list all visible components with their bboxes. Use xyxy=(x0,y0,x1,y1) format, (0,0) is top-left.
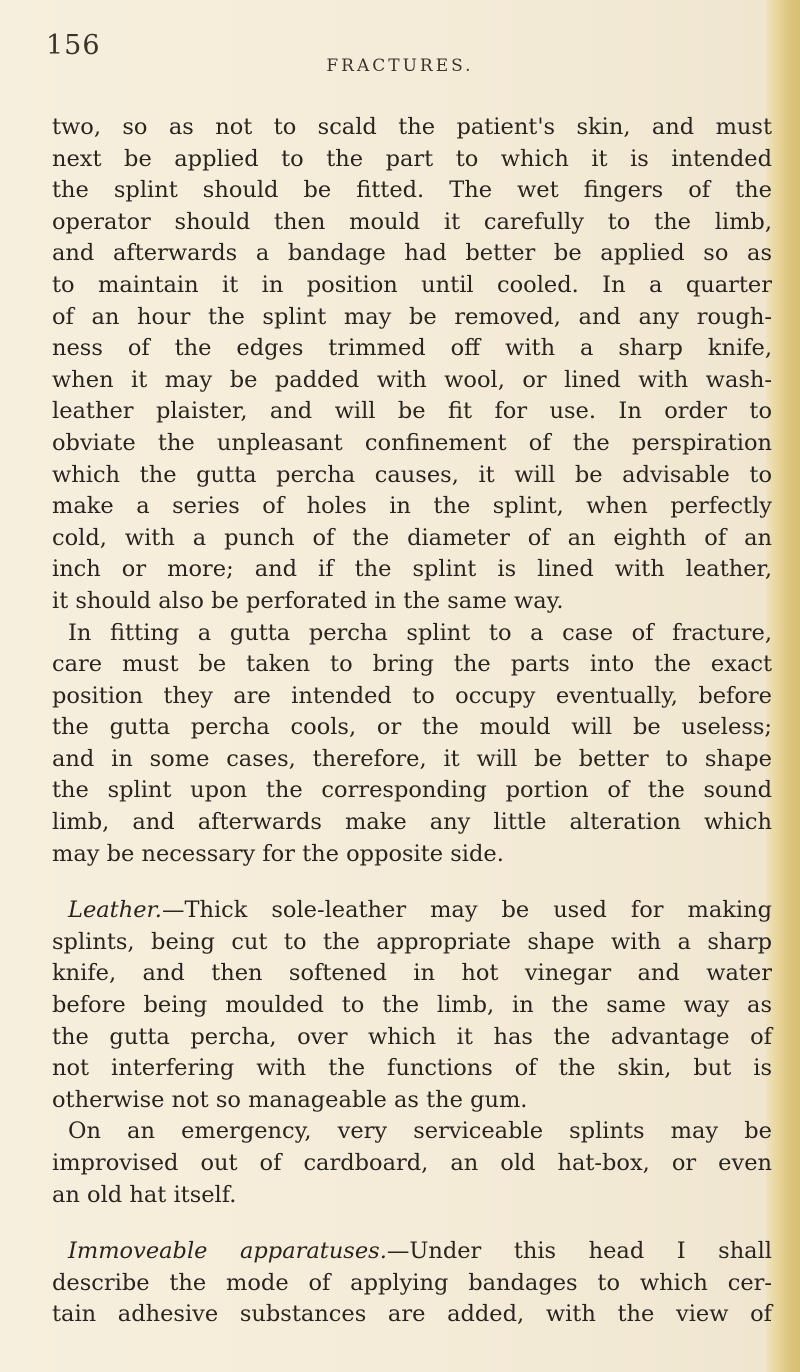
text-line: leather plaister, and will be fit for use. In order to xyxy=(52,398,772,425)
text-line: cold, with a punch of the diameter of an eighth of an xyxy=(52,524,772,551)
text-line: In fitting a gutta percha splint to a case of fracture, xyxy=(68,619,772,646)
text-line: which the gutta percha causes, it will be advisable to xyxy=(52,461,772,488)
section-lead: Immoveable apparatuses. xyxy=(68,1238,387,1265)
text-line: obviate the unpleasant confinement of the perspiration xyxy=(52,429,772,456)
text-line: care must be taken to bring the parts into the exact xyxy=(52,651,772,678)
paragraph xyxy=(52,1236,772,1331)
text-line: next be applied to the part to which it is intended xyxy=(52,145,772,172)
text-line: On an emergency, very serviceable splints may be xyxy=(68,1118,772,1145)
running-title: FRACTURES. xyxy=(326,56,474,76)
text-line: knife, and then softened in hot vinegar and water xyxy=(52,960,772,987)
text-run: —Under this head I shall xyxy=(386,1238,772,1265)
text-line: before being moulded to the limb, in the same way as xyxy=(52,992,772,1019)
text-line: two, so as not to scald the patient's skin, and must xyxy=(52,114,772,140)
text-line: an old hat itself. xyxy=(52,1181,237,1208)
text-line: the splint should be fitted. The wet fingers of the xyxy=(52,177,772,204)
text-line: ness of the edges trimmed off with a sharp knife, xyxy=(52,335,772,362)
text-line: inch or more; and if the splint is lined with leather, xyxy=(52,556,772,583)
text-line xyxy=(52,1236,772,1268)
text-line: the gutta percha, over which it has the advantage of xyxy=(52,1023,772,1050)
text-line: may be necessary for the opposite side. xyxy=(52,840,504,867)
text-line: tain adhesive substances are added, with the view of xyxy=(52,1301,772,1328)
page-number: 156 xyxy=(46,30,101,61)
text-line xyxy=(52,895,772,927)
paragraph xyxy=(52,1116,772,1211)
text-line: of an hour the splint may be removed, and any rough- xyxy=(52,303,772,330)
text-line: when it may be padded with wool, or lined with wash- xyxy=(52,366,772,393)
text-line: describe the mode of applying bandages to which cer- xyxy=(52,1269,772,1296)
text-line: splints, being cut to the appropriate shape with a sharp xyxy=(52,928,772,955)
text-run: —Thick sole-leather may be used for making xyxy=(161,897,772,924)
text-line: the splint upon the corresponding portion of the sound xyxy=(52,777,772,804)
paragraph-gap xyxy=(52,870,772,895)
text-line: it should also be perforated in the same way. xyxy=(52,587,564,614)
paragraph xyxy=(52,895,772,1116)
text-line: and in some cases, therefore, it will be better to shape xyxy=(52,745,772,772)
text-line: position they are intended to occupy eventually, before xyxy=(52,682,772,709)
section-lead: Leather. xyxy=(68,897,162,924)
text-line: not interfering with the functions of the skin, but is xyxy=(52,1055,772,1082)
body-text xyxy=(52,112,772,1331)
text-line: make a series of holes in the splint, when perfectly xyxy=(52,493,772,520)
text-line: operator should then mould it carefully to the limb, xyxy=(52,208,772,235)
text-line: otherwise not so manageable as the gum. xyxy=(52,1086,528,1113)
text-line: and afterwards a bandage had better be applied so as xyxy=(52,240,772,267)
paragraph xyxy=(52,112,772,618)
text-line: limb, and afterwards make any little alteration which xyxy=(52,809,772,836)
paragraph xyxy=(52,618,772,871)
text-line: improvised out of cardboard, an old hat-box, or even xyxy=(52,1150,772,1176)
text-line: the gutta percha cools, or the mould will be useless; xyxy=(52,714,772,741)
paragraph-gap xyxy=(52,1211,772,1236)
text-line: to maintain it in position until cooled. In a quarter xyxy=(52,271,772,298)
